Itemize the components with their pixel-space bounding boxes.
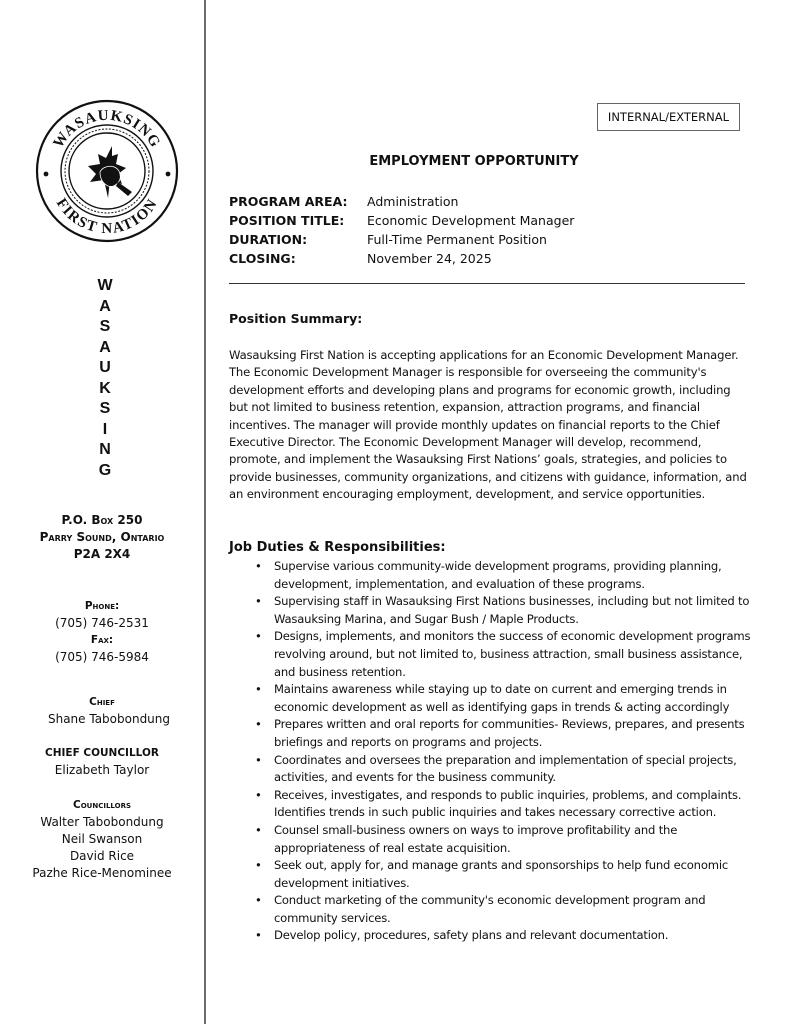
councillors-label: Councillors [73,799,131,811]
bullet-icon: • [255,858,262,873]
councillor-name: Neil Swanson [61,832,143,846]
letterhead-sidebar [0,0,204,1024]
job-duties-list [250,558,755,945]
sidebar-divider [204,0,206,1024]
contact-info [0,598,204,666]
svg-text:FIRST NATION: FIRST NATION [52,195,162,238]
phone-label: Phone: [84,600,120,612]
fax-label: Fax: [90,634,114,646]
chief-councillor-block [0,745,204,779]
position-summary-text: Wasauksing First Nation is accepting applications for an Economic Development Manager. The Economic Development Manager is responsible for overseeing the community's development efforts and developing plans and programs for economic growth, including but not limited to business retention, expansion, attraction programs, and financial incentives. The manager will provide monthly updates on financial reports to the Chief Executive Director. The Economic Development Manager will develop, recommend, promote, and implement the Wasauksing First Nations’ goals, strategies, and policies to provide businesses, community organizations, and citizens with guidance, information, and an environment encouraging employment, development, and service opportunities. [229,348,747,502]
list-item: • Counsel small-business owners on ways to improve profitability and the appropriateness of real estate acquisition. [255,822,678,855]
chief-councillor-label: CHIEF COUNCILLOR [45,747,159,759]
field-duration: DURATION: Full-Time Permanent Position [229,232,547,247]
field-closing: CLOSING: November 24, 2025 [229,251,492,266]
list-item: • Coordinates and oversees the preparation and implementation of special projects, activities, and events for the business community. [255,752,737,785]
mailing-address [0,512,204,563]
chief-block [0,694,204,728]
chief-label: Chief [89,696,115,708]
list-item: • Designs, implements, and monitors the success of economic development programs revolving around, but not limited to, business attraction, small business assistance, and business retention. [255,629,751,679]
horizontal-divider [229,283,745,284]
page-title: EMPLOYMENT OPPORTUNITY [369,154,579,169]
svg-text:WASAUKSING: WASAUKSING [50,107,164,151]
list-item: • Develop policy, procedures, safety plans and relevant documentation. [250,927,755,945]
bullet-icon: • [255,822,262,837]
bullet-icon: • [255,893,262,908]
address-line-1: P.O. Box 250 [61,513,143,527]
councillors-block [0,797,204,882]
posting-type-badge: INTERNAL/EXTERNAL [597,103,740,131]
bullet-icon: • [255,629,262,644]
councillor-name: David Rice [69,849,135,863]
field-position-title: POSITION TITLE: Economic Development Manager [229,213,575,228]
chief-councillor-name: Elizabeth Taylor [54,763,150,777]
address-line-2: Parry Sound, Ontario [39,530,165,544]
wasauksing-seal-logo-icon [34,98,180,244]
address-line-3: P2A 2X4 [73,547,131,561]
vertical-nation-name: W A S A U K S I N G [97,277,113,479]
list-item: • Receives, investigates, and responds to public inquiries, problems, and complaints. Identifies trends in such public inquiries and takes necessary corrective action. [255,787,742,820]
chief-name: Shane Tabobondung [47,712,171,726]
bullet-icon: • [255,594,262,609]
list-item: • Maintains awareness while staying up to date on current and emerging trends in economic development as well as identifying gaps in trends & acting accordingly [255,682,730,714]
bullet-icon: • [255,752,262,767]
list-item: • Seek out, apply for, and manage grants and sponsorships to help fund economic development initiatives. [255,858,729,890]
job-duties-heading: Job Duties & Responsibilities: [229,540,446,555]
position-details [229,192,574,268]
bullet-icon: • [255,559,262,573]
list-item: • Conduct marketing of the community's economic development program and community services. [255,893,706,925]
bullet-icon: • [255,787,262,802]
bullet-icon: • [255,682,262,697]
list-item: • Prepares written and oral reports for communities- Reviews, prepares, and presents briefings and reports on programs and projects. [255,717,745,749]
field-program-area: PROGRAM AREA: Administration [229,194,459,209]
list-item: • Supervise various community-wide development programs, providing planning, development, implementation, and evaluation of these programs. [255,559,722,591]
list-item: • Supervising staff in Wasauksing First Nations businesses, including but not limited to Wasauksing Marina, and Sugar Bush / Maple Products. [255,594,750,626]
fax-number: (705) 746-5984 [55,650,149,664]
bullet-icon: • [255,717,262,732]
phone-number: (705) 746-2531 [55,616,149,630]
councillor-name: Walter Tabobondung [40,815,164,829]
bullet-icon: • [255,928,262,943]
position-summary-heading: Position Summary: [229,311,363,326]
councillor-name: Pazhe Rice-Menominee [32,866,172,880]
